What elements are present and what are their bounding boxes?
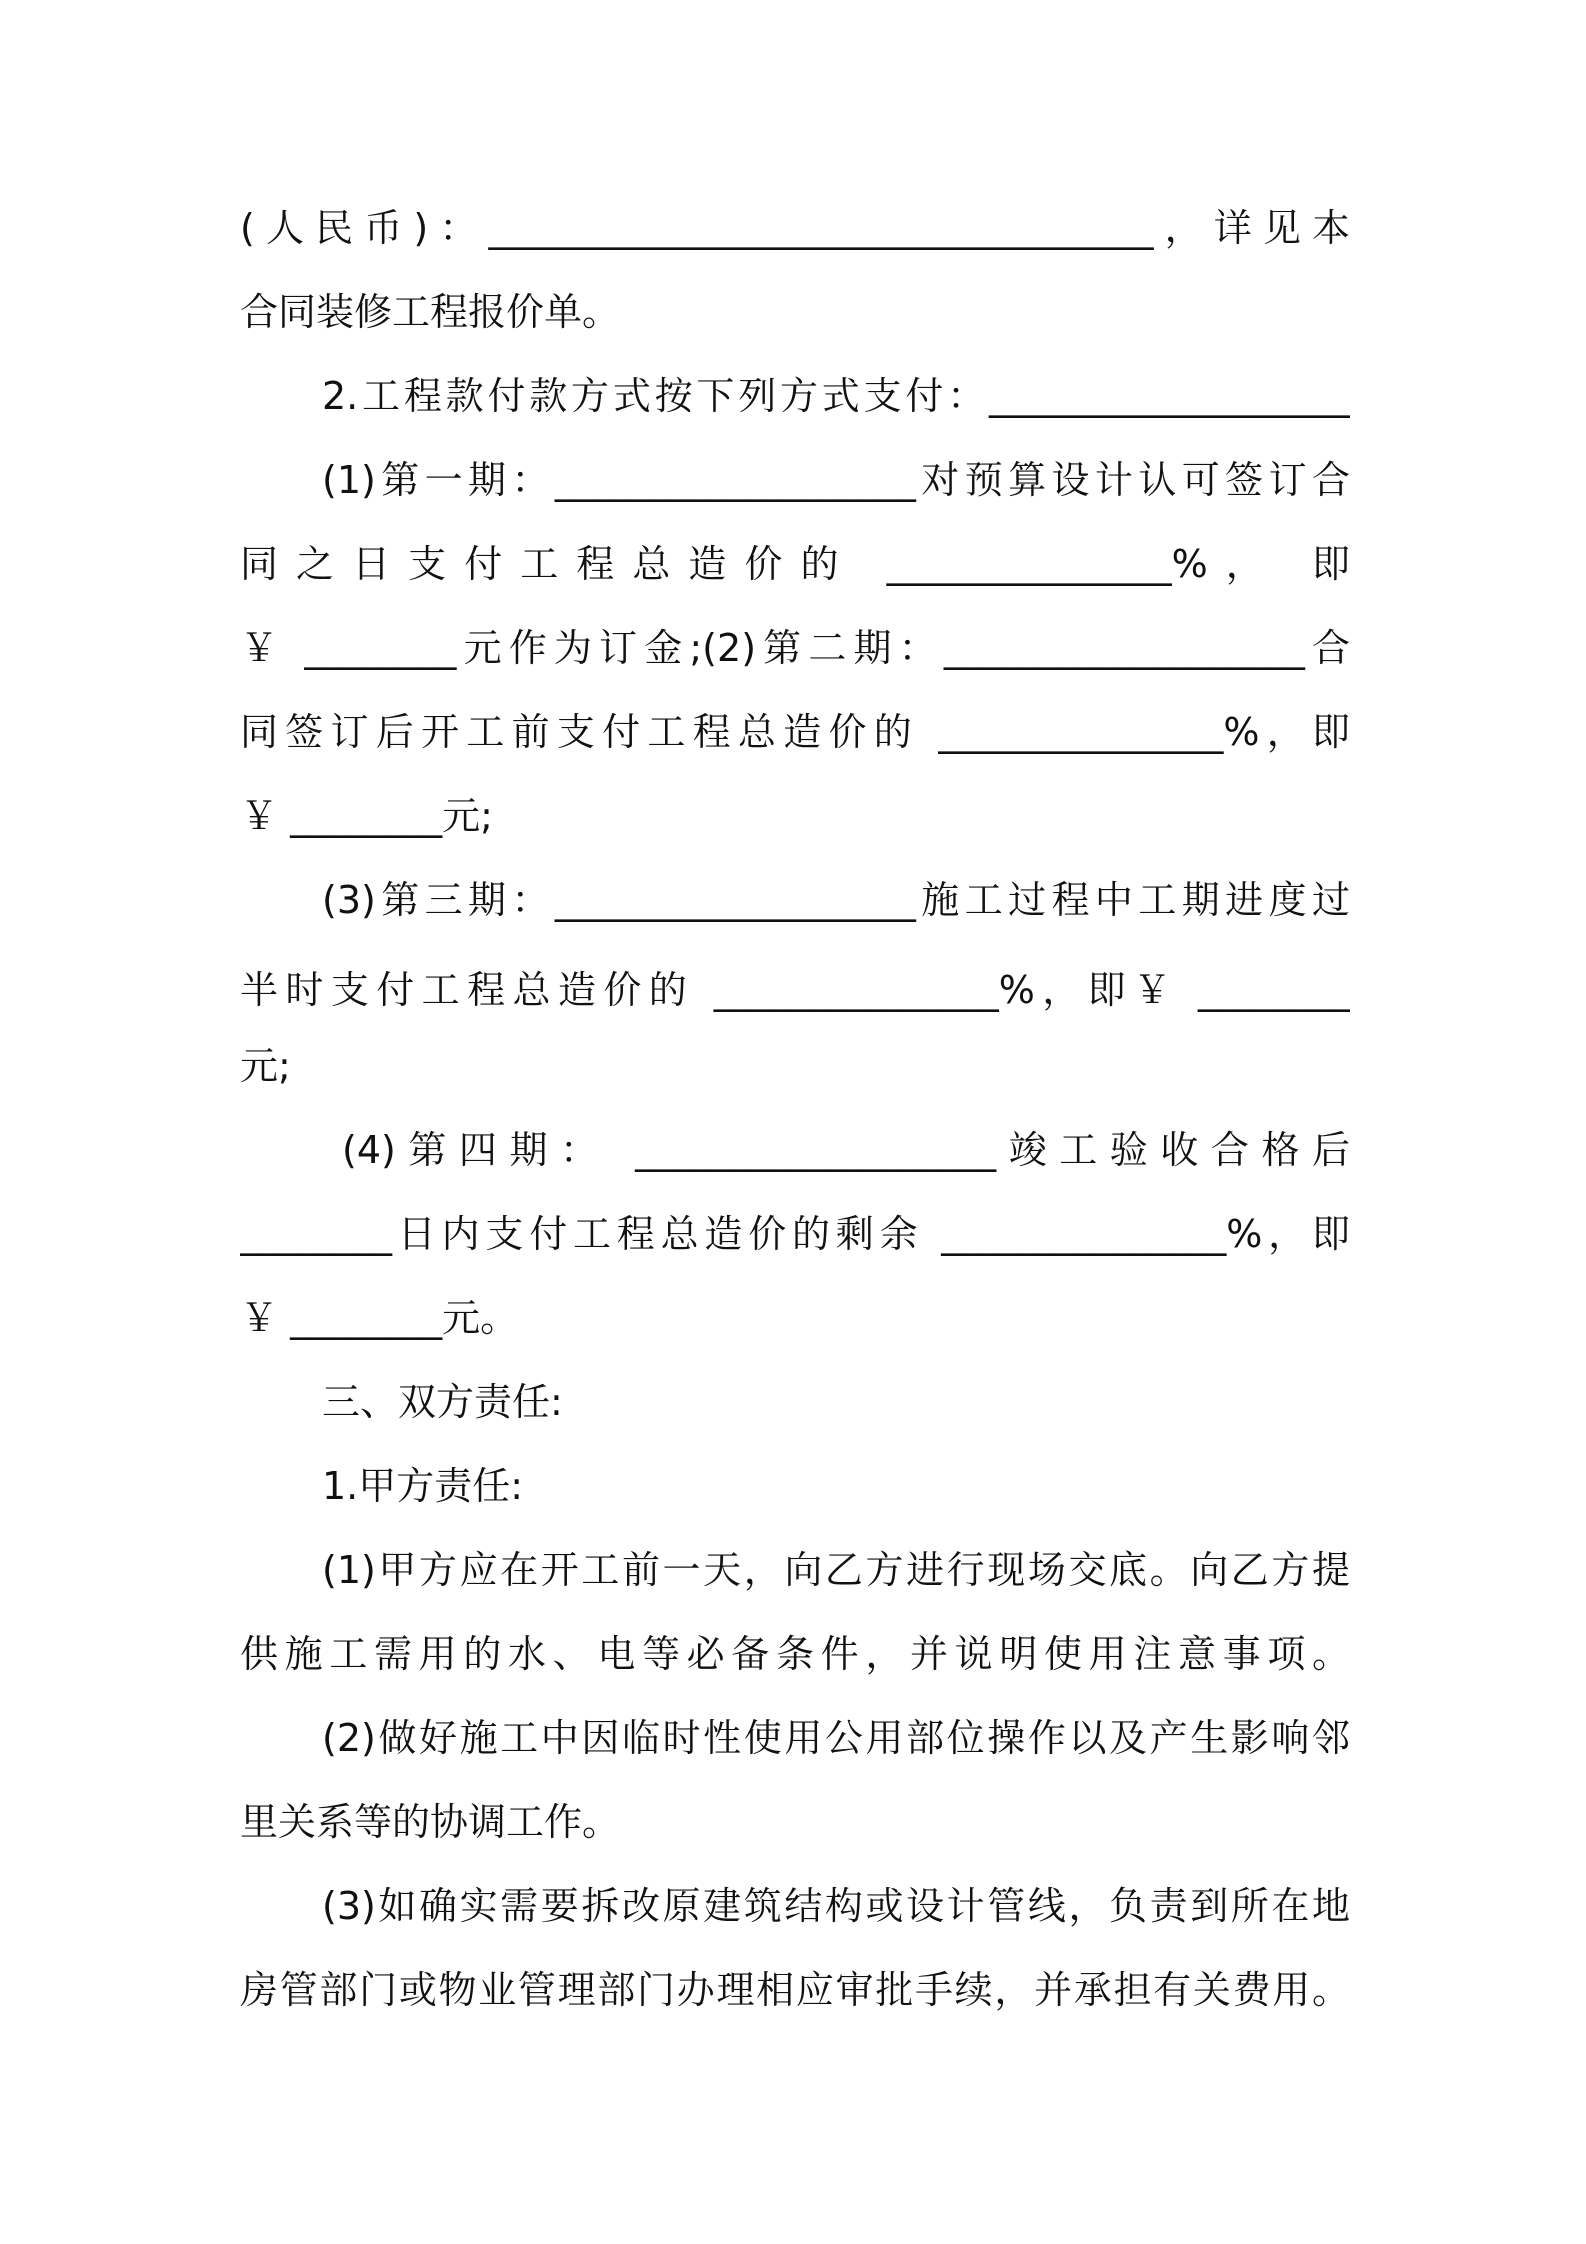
text-line: (3)第三期：___________________施工过程中工期进度过 [322,878,1350,922]
text-line: 2.工程款付款方式按下列方式支付：___________________ [322,374,1350,418]
text-line: (1)第一期：___________________对预算设计认可签订合 [322,458,1350,502]
text-line: 合同装修工程报价单。 [240,290,621,334]
text-line: (4)第四期： ___________________竣工验收合格后 [342,1128,1350,1172]
text-line: (1)甲方应在开工前一天，向乙方进行现场交底。向乙方提 [322,1548,1350,1592]
text-line: ￥ ________元。 [240,1296,519,1340]
text-line: ________日内支付工程总造价的剩余 _______________%，即 [240,1212,1350,1256]
text-line: 同签订后开工前支付工程总造价的 _______________%，即 [240,710,1350,754]
subsection-heading: 1.甲方责任: [322,1464,524,1508]
text-line: ￥ ________元作为订金;(2)第二期：___________________合 [240,626,1350,670]
text-line: 同之日支付工程总造价的 _______________%， 即 [240,542,1350,586]
text-line: (人民币)：___________________________________，详见本 [240,206,1350,250]
text-line: ￥ ________元; [240,794,493,838]
text-line: 元; [240,1044,291,1088]
text-line: (3)如确实需要拆改原建筑结构或设计管线，负责到所在地 [322,1884,1350,1928]
text-line: 半时支付工程总造价的 _______________%，即￥ ________ [240,968,1350,1012]
text-line: 供施工需用的水、电等必备条件，并说明使用注意事项。 [240,1632,1350,1676]
section-heading: 三、双方责任: [322,1380,563,1424]
text-line: 房管部门或物业管理部门办理相应审批手续，并承担有关费用。 [240,1968,1350,2012]
text-line: 里关系等的协调工作。 [240,1800,621,1844]
text-line: (2)做好施工中因临时性使用公用部位操作以及产生影响邻 [322,1716,1350,1760]
